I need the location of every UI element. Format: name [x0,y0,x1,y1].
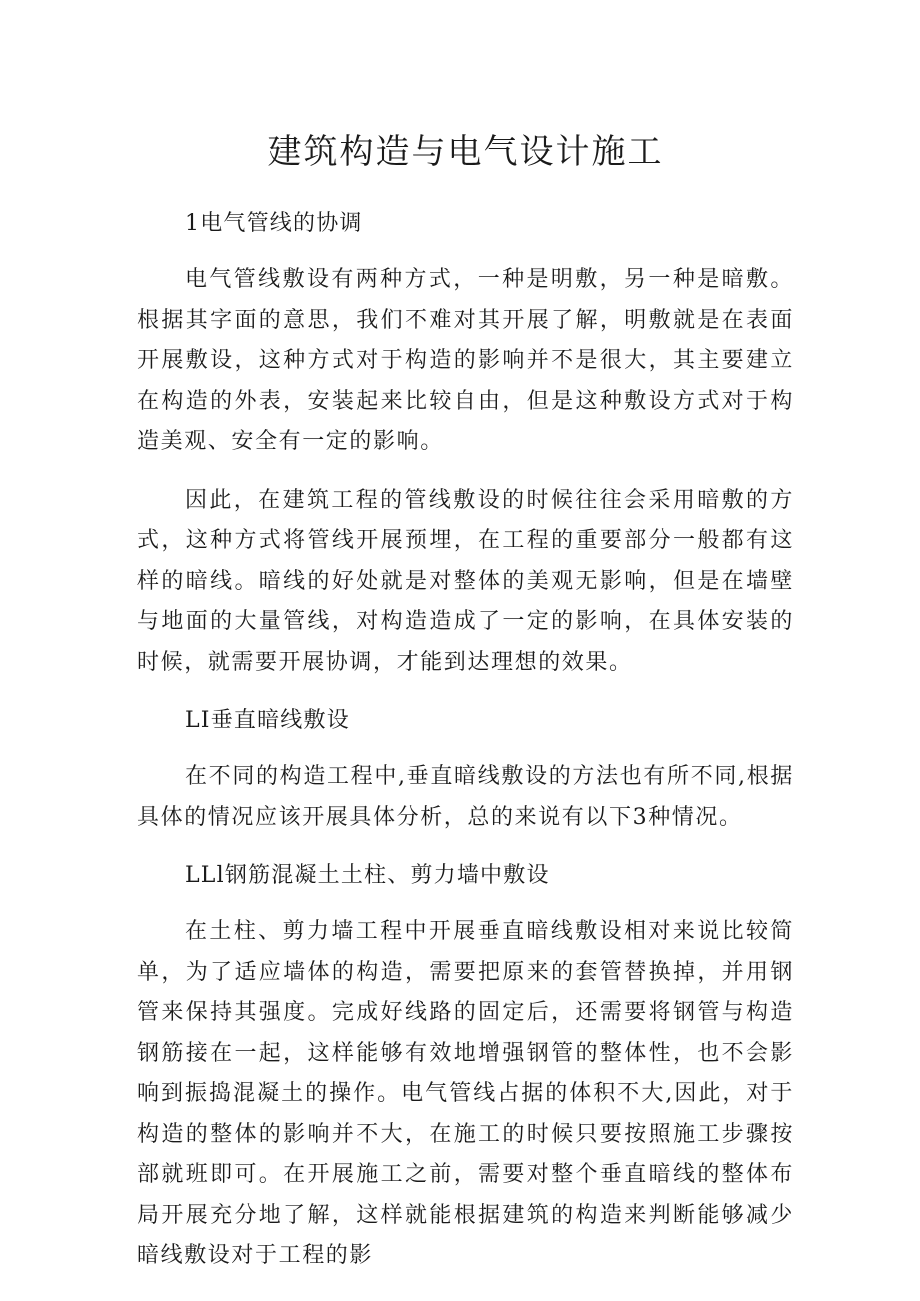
paragraph-4: 在土柱、剪力墙工程中开展垂直暗线敷设相对来说比较简单，为了适应墙体的构造，需要把原来的套管替换掉，并用钢管来保持其强度。完成好线路的固定后，还需要将钢管与构造钢筋接在一起，这样能够有效地增强钢管的整体性，也不会影响到振捣混凝土的操作。电气管线占据的体积不大,因此，对于构造的整体的影响并不大，在施工的时候只要按照施工步骤按部就班即可。在开展施工之前，需要对整个垂直暗线的整体布局开展充分地了解，这样就能根据建筑的构造来判断能够减少暗线敷设对于工程的影 [137,919,794,1268]
paragraph-3: 在不同的构造工程中,垂直暗线敷设的方法也有所不同,根据具体的情况应该开展具体分析，总的来说有以下3种情况。 [137,764,794,830]
section-heading-1-1: LI垂直暗线敷设 [185,708,350,733]
section-heading-1-1-1: LLl钢筋混凝土土柱、剪力墙中敷设 [185,863,550,888]
paragraph-1: 电气管线敷设有两种方式，一种是明敷，另一种是暗敷。根据其字面的意思，我们不难对其开展了解，明敷就是在表面开展敷设，这种方式对于构造的影响并不是很大，其主要建立在构造的外表，安装起来比较自由，但是这种敷设方式对于构造美观、安全有一定的影响。 [137,267,794,454]
section-heading-1: 1电气管线的协调 [185,211,363,236]
paragraph-2: 因此，在建筑工程的管线敷设的时候往往会采用暗敷的方式，这种方式将管线开展预埋，在工程的重要部分一般都有这样的暗线。暗线的好处就是对整体的美观无影响，但是在墙壁与地面的大量管线，对构造造成了一定的影响，在具体安装的时候，就需要开展协调，才能到达理想的效果。 [137,487,794,675]
document-title: 建筑构造与电气设计施工 [267,132,664,172]
